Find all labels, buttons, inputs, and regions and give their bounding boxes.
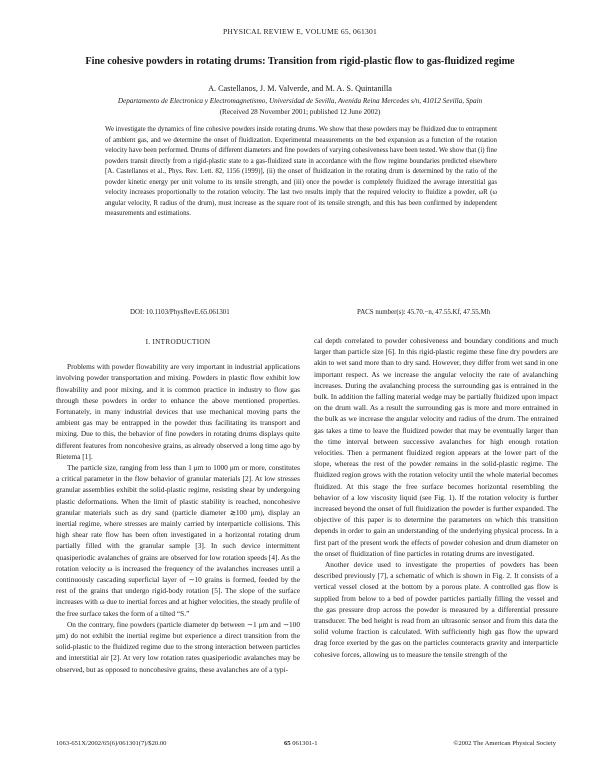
doi[interactable]: DOI: 10.1103/PhysRevE.65.061301 — [130, 309, 230, 316]
paragraph: On the contrary, fine powders (particle diameter dp between ∼1 μm and ∼100 μm) do not exhibit the inertial regime but experience a direct transition from the solid-plastic to the fluidized regime due to the strong interaction between particles and interstitial air [2]. At very low rotation rates quasiperiodic avalanches may be observed, but as opposed to noncohesive grains, these avalanches are of a typi- — [56, 619, 300, 674]
running-head: PHYSICAL REVIEW E, VOLUME 65, 061301 — [222, 27, 378, 36]
affiliation: Departamento de Electronica y Electromagnetismo, Universidad de Sevilla, Avenida Reina Mercedes s/n, 41012 Sevilla, Spain — [117, 97, 483, 105]
page-footer — [56, 740, 556, 750]
left-column — [56, 335, 300, 675]
authors: A. Castellanos, J. M. Valverde, and M. A. S. Quintanilla — [208, 84, 392, 93]
paragraph: The particle size, ranging from less than 1 μm to 1000 μm or more, constitutes a critical parameter in the flow behavior of granular materials [2]. At low stresses granular assemblies exhibit the solid-plastic regime, resisting shear by undergoing plastic deformations. When the limit of plastic stability is reached, noncohesive granular materials such as dry sand (particle diameter ≳100 μm), display an inertial regime, where stresses are mainly carried by interparticle collisions. This high shear rate flow has been often investigated in a horizontal rotating drum partially filled with the granular sample [3]. In such device intermittent quasiperiodic avalanches of grains are observed for low rotation speeds [4]. As the rotation velocity ω is increased the frequency of the avalanches increases until a continuously cascading superficial layer of ∼10 grains is formed, feeded by the rest of the grains that undergo rigid-body rotation [5]. The slope of the surface increases with ω due to inertial forces and at higher velocities, the steady profile of the free surface takes the form of a tilted “S.” — [56, 463, 300, 618]
received-dates: (Received 28 November 2001; published 12 June 2002) — [219, 108, 381, 116]
right-column — [314, 335, 558, 660]
article-title: Fine cohesive powders in rotating drums: Transition from rigid-plastic flow to gas-fluidized regime — [85, 56, 515, 67]
copyright: ©2002 The American Physical Society — [453, 740, 556, 747]
doi-pacs-row — [130, 309, 518, 319]
paragraph: Problems with powder flowability are very important in industrial applications involving powder transportation and mixing. Powders in plastic flow exhibit low flowability and poor mixing, and it is common practice in industry to flow gas through these powders in order to enhance the above mentioned properties. Fortunately, in many industrial devices that use mechanical moving parts the ambient gas may be entrapped in the powder thus facilitating its transport and mixing. Due to this, the behavior of fine powders in rotating drums displays quite different features from noncohesive grains, as already observed a long time ago by Rietema [1]. — [56, 362, 300, 461]
volume-number: 65 — [284, 740, 291, 747]
paragraph: Another device used to investigate the properties of powders has been described previously [7], a schematic of which is shown in Fig. 2. It consists of a vertical vessel closed at the bottom by a porous plate. A controlled gas flow is supplied from below to a bed of powder particles partially filling the vessel and the gas pressure drop across the powder is measured by a differential pressure transducer. The bed height is read from an ultrasonic sensor and from this data the solid volume fraction is calculated. With sufficiently high gas flow the upward drag force exerted by the gas on the particles counteracts gravity and interparticle cohesive forces, allowing us to measure the tensile strength of the — [314, 560, 558, 659]
issn-code: 1063-651X/2002/65(6)/061301(7)/$20.00 — [56, 740, 167, 747]
pacs-numbers: PACS number(s): 45.70.−n, 47.55.Kf, 47.55.Mh — [357, 309, 491, 316]
page-number — [284, 740, 318, 747]
paragraph: cal depth correlated to powder cohesiveness and boundary conditions and much larger than particle size [6]. In this rigid-plastic regime these fine dry powders are akin to wet sand more than to dry sand. However, they differ from wet sand in one important respect. As we increase the angular velocity the rate of avalanching increases. During the avalanching process the surrounding gas is entrained in the bulk. In addition the falling material wedge may be partially fluidized upon impact on the drum wall. As a result the surrounding gas is more and more entrained in the bulk as we increase the angular velocity and radius of the drum. The entrained gas takes a time to leave the fluidized powder that may be eventually larger than the time interval between successive avalanches for high enough rotation velocities. Then a permanent fluidized region appears at the lower part of the slope, whereas the rest of the powder remains in the solid-plastic regime. The fluidized region grows with the rotation velocity until the whole material becomes fluidized. At this stage the free surface becomes horizontal resembling the behavior of a low viscosity liquid (see Fig. 1). If the rotation velocity is further increased beyond the onset of full fluidization the powder is further expanded. The objective of this paper is to determine the parameters on which this transition depends in order to gain an understanding of the underlying physical process. In a first part of the present work the effects of powder cohesion and drum diameter on the onset of fluidization of fine particles in rotating drums are investigated. — [314, 336, 558, 558]
page-id: 061301-1 — [292, 740, 318, 747]
section-heading: I. INTRODUCTION — [145, 338, 211, 346]
abstract: We investigate the dynamics of fine cohesive powders inside rotating drums. We show that these powders may be fluidized due to entrapment of ambient gas, and we determine the onset of fluidization. Experimental measurements on the bed expansion as a function of the rotation velocity have been performed. Drums of different diameters and fine powders of varying cohesiveness have been tested. We show that (i) fine powders transit directly from a rigid-plastic state to a gas-fluidized state in accordance with the flow regime boundaries predicted elsewhere [A. Castellanos et al., Phys. Rev. Lett. 82, 1156 (1999)], (ii) the onset of fluidization in the rotating drum is determined by the ratio of the powder kinetic energy per unit volume to its tensile strength, and (iii) once the powder is completely fluidized the average interstitial gas velocity increases proportionally to the rotation velocity. The last two results imply that the required velocity to fluidize a powder, ωR (ω angular velocity, R radius of the drum), must increase as the square root of its tensile strength, and this has been confirmed by independent measurements and estimations. — [105, 126, 497, 218]
